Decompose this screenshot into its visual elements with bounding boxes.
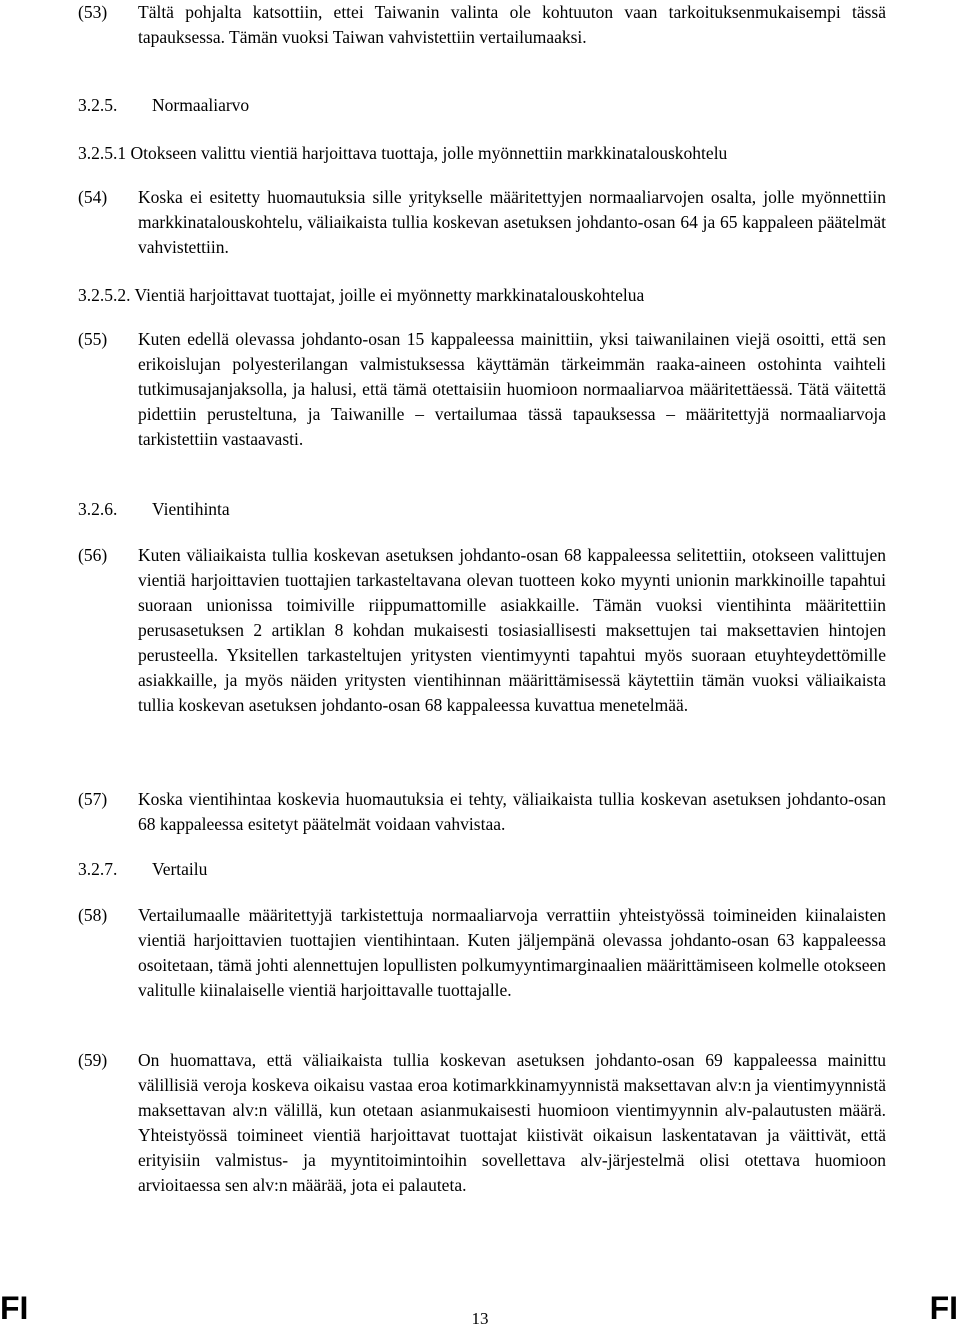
heading-number: 3.2.7. bbox=[78, 859, 118, 879]
paragraph-number: (59) bbox=[78, 1050, 108, 1070]
footer-language-left: FI bbox=[0, 1290, 29, 1326]
heading-number: 3.2.6. bbox=[78, 499, 118, 519]
paragraph-text: Vertailumaalle määritettyjä tarkistettuja normaaliarvoja verrattiin yhteistyössä toimineiden kiinalaisten vientiä harjoittavien tuottajien vientihintaan. Kuten jäljempänä olevassa johdanto-osan 63 kappaleessa osoitetaan, tämä johti alennettujen lopullisten polkumyyntimarginaalien määrittämiseen kolmelle otokseen valitulle kiinalaiselle vientiä harjoittavalle tuottajalle. bbox=[138, 905, 886, 1000]
paragraph-58 bbox=[78, 903, 886, 1003]
paragraph-number: (57) bbox=[78, 789, 108, 809]
section-heading-3-2-5-2: 3.2.5.2. Vientiä harjoittavat tuottajat, joille ei myönnetty markkinatalouskohtelua bbox=[78, 285, 645, 305]
section-heading-3-2-5 bbox=[78, 93, 886, 118]
paragraph-text: Koska vientihintaa koskevia huomautuksia ei tehty, väliaikaista tullia koskevan asetuksen johdanto-osan 68 kappaleessa esitetyt päätelmät voidaan vahvistaa. bbox=[138, 789, 886, 834]
paragraph-55 bbox=[78, 327, 886, 452]
section-heading-3-2-7 bbox=[78, 857, 886, 882]
section-heading-3-2-6 bbox=[78, 497, 886, 522]
paragraph-text: On huomattava, että väliaikaista tullia koskevan asetuksen johdanto-osan 69 kappaleessa mainittu välillisiä veroja koskeva oikaisu vastaa eroa kotimarkkinamyynnistä maksettavan alv:n ja vientimyynnistä maksettavan alv:n välillä, kun otetaan asianmukaisesti huomioon vientimyynnin alv-palautusten määrä. Yhteistyössä toimineet vientiä harjoittavat tuottajat kiistivät oikaisun laskentatavan ja väittivät, että erityisiin valmistus- ja myyntitoimintoihin sovellettava alv-järjestelmä olisi otettava huomioon arvioitaessa sen alv:n määrää, jota ei palauteta. bbox=[138, 1050, 886, 1195]
paragraph-number: (53) bbox=[78, 2, 108, 22]
paragraph-59 bbox=[78, 1048, 886, 1198]
paragraph-56 bbox=[78, 543, 886, 718]
footer-language-right: FI bbox=[929, 1290, 958, 1326]
heading-title: Vertailu bbox=[152, 859, 208, 879]
paragraph-53 bbox=[78, 0, 886, 50]
paragraph-number: (56) bbox=[78, 545, 108, 565]
paragraph-text: Kuten väliaikaista tullia koskevan asetuksen johdanto-osan 68 kappaleessa selitettiin, otokseen valittujen vientiä harjoittavien tuottajien tarkasteltavana olevan tuotteen koko myynti unionin markkinoille tapahtui suoraan unionissa toimiville riippumattomille asiakkaille. Tämän vuoksi vientihinta määritettiin perusasetuksen 2 artiklan 8 kohdan mukaisesti tosiasiallisesti maksettujen tai maksettavien hintojen perusteella. Yksitellen tarkasteltujen yritysten vientimyynti tapahtui myös suoraan etuyhteydettömille asiakkaille, ja myös näiden yritysten vientihinnan määrittämisessä käytettiin tämän vuoksi väliaikaista tullia koskevan asetuksen johdanto-osan 68 kappaleessa kuvattua menetelmää. bbox=[138, 545, 886, 715]
page-number: 13 bbox=[471, 1309, 489, 1328]
section-heading-3-2-5-1: 3.2.5.1 Otokseen valittu vientiä harjoittava tuottaja, jolle myönnettiin markkinatalouskohtelu bbox=[78, 143, 728, 163]
paragraph-54 bbox=[78, 185, 886, 260]
paragraph-text: Tältä pohjalta katsottiin, ettei Taiwanin valinta ole kohtuuton vaan tarkoituksenmukaisempi tässä tapauksessa. Tämän vuoksi Taiwan vahvistettiin vertailumaaksi. bbox=[138, 2, 886, 47]
heading-title: Vientihinta bbox=[152, 499, 230, 519]
paragraph-number: (54) bbox=[78, 187, 108, 207]
heading-number: 3.2.5. bbox=[78, 95, 118, 115]
paragraph-text: Koska ei esitetty huomautuksia sille yritykselle määritettyjen normaaliarvojen osalta, jolle myönnettiin markkinatalouskohtelu, väliaikaista tullia koskevan asetuksen johdanto-osan 64 ja 65 kappaleen päätelmät vahvistettiin. bbox=[138, 187, 886, 257]
paragraph-number: (55) bbox=[78, 329, 108, 349]
heading-title: Normaaliarvo bbox=[152, 95, 250, 115]
paragraph-57 bbox=[78, 787, 886, 837]
paragraph-text: Kuten edellä olevassa johdanto-osan 15 kappaleessa mainittiin, yksi taiwanilainen viejä osoitti, että sen erikoislujan polyesterilangan valmistuksessa käyttämän tärkeimmän raaka-aineen ostohinta vaihteli tutkimusajanjaksolla, ja halusi, että tämä otettaisiin huomioon normaaliarvoa määritettäessä. Tätä väitettä pidettiin perusteltuna, ja Taiwanille – vertailumaa tässä tapauksessa – määritettyjä normaaliarvoja tarkistettiin vastaavasti. bbox=[138, 329, 886, 449]
paragraph-number: (58) bbox=[78, 905, 108, 925]
